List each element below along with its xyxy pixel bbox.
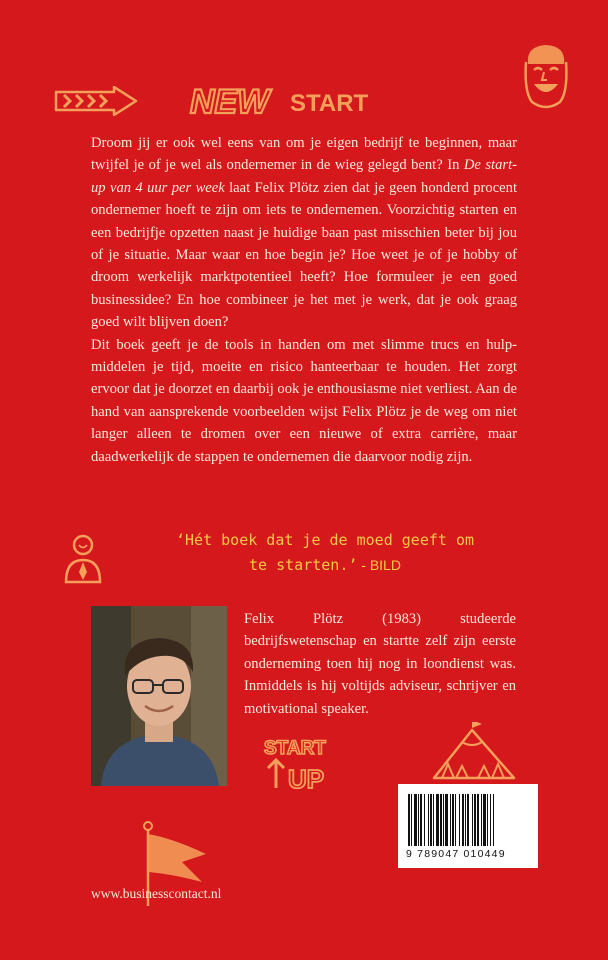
barcode-bar [433,794,434,846]
barcode-bar [462,794,464,846]
blurb-paragraph-1: Droom jij er ook wel eens van om je eigen bedrijf te beginnen, maar twijfel je of je wel als ondernemer in de wieg gelegd bent? In De start-up van 4 uur per week laat Felix Plötz zien dat je geen honderd procent ondernemer hoeft te zijn om iets te ondernemen. Voorzichtig starten en een bedrijfje opzetten naast je huidige baan past misschien beter bij jou of je situatie. Maar waar en hoe begin je? Hoe weet je of je hobby of droom werkelijk marktpotentieel heeft? Hoe formuleer je een goed businessidee? En hoe combineer je het met je werk, dat je ook graag goed wilt blijven doen? [91,135,517,331]
barcode-bar [472,794,473,846]
quote-line-2: te starten.’ - BILD [249,556,401,574]
publisher-website[interactable]: www.businesscontact.nl [91,886,222,901]
barcode-bar [443,794,444,846]
arrow-doodle-icon [54,86,138,116]
start-up-word-2: UP [288,764,325,794]
review-quote [125,528,525,578]
start-word: START [290,90,369,117]
new-start-logo [186,82,386,122]
businessman-doodle-icon [62,532,104,584]
book-title: De start-up van 4 uur per week [91,157,517,196]
blurb-text [91,132,517,468]
barcode-bar [430,794,432,846]
barcode-bar [490,794,491,846]
barcode-bar [493,794,494,846]
barcode-bar [487,794,488,846]
author-bio: Felix Plötz (1983) studeerde bedrijfswetenschap en startte zelf zijn eerste onderneming toen hij nog in loondienst was. Inmiddels is hij voltijds adviseur, schrijver en motivational speaker. [244,611,516,717]
barcode-bar [481,794,482,846]
start-up-doodle [262,734,342,798]
barcode-bar [408,794,410,846]
start-up-word-1: START [264,738,326,759]
isbn-barcode [398,784,538,868]
barcode-bar [418,794,419,846]
barcode-bar [455,794,456,846]
barcode-bar [440,794,442,846]
mountain-flag-doodle-icon [432,722,516,782]
smiling-face-doodle-icon [520,42,572,112]
new-word: NEW [190,83,270,121]
barcode-bar [424,794,425,846]
barcode-bar [414,794,417,846]
blurb-paragraph-2: Dit boek geeft je de tools in handen om met slimme trucs en hulp-middelen je tijd, moeite en risico hanteerbaar te houden. Het zorgt ervoor dat je doorzet en daarbij ook je enthousiasme niet verliest. Aan de hand van aansprekende voorbeelden wijst Felix Plötz je de weg om niet langer alleen te dromen over een nieuwe of extra carrière, maar daadwerkelijk de stappen te ondernemen die daarvoor nodig zijn. [91,336,517,465]
barcode-bar [477,794,479,846]
barcode-bar [474,794,476,846]
barcode-bar [450,794,451,846]
barcode-bars [406,794,530,846]
barcode-bar [445,794,448,846]
barcode-bar [483,794,486,846]
barcode-bar [420,794,422,846]
barcode-bar [465,794,466,846]
barcode-bar [459,794,460,846]
barcode-bar [436,794,439,846]
barcode-bar [411,794,412,846]
barcode-bar [428,794,429,846]
isbn-number: 9 789047 010449 [406,848,506,860]
barcode-bar [452,794,454,846]
quote-line-1: ‘Hét boek dat je de moed geeft om [175,531,474,549]
author-photo [91,606,227,786]
barcode-bar [467,794,469,846]
quote-source: - BILD [357,557,401,573]
